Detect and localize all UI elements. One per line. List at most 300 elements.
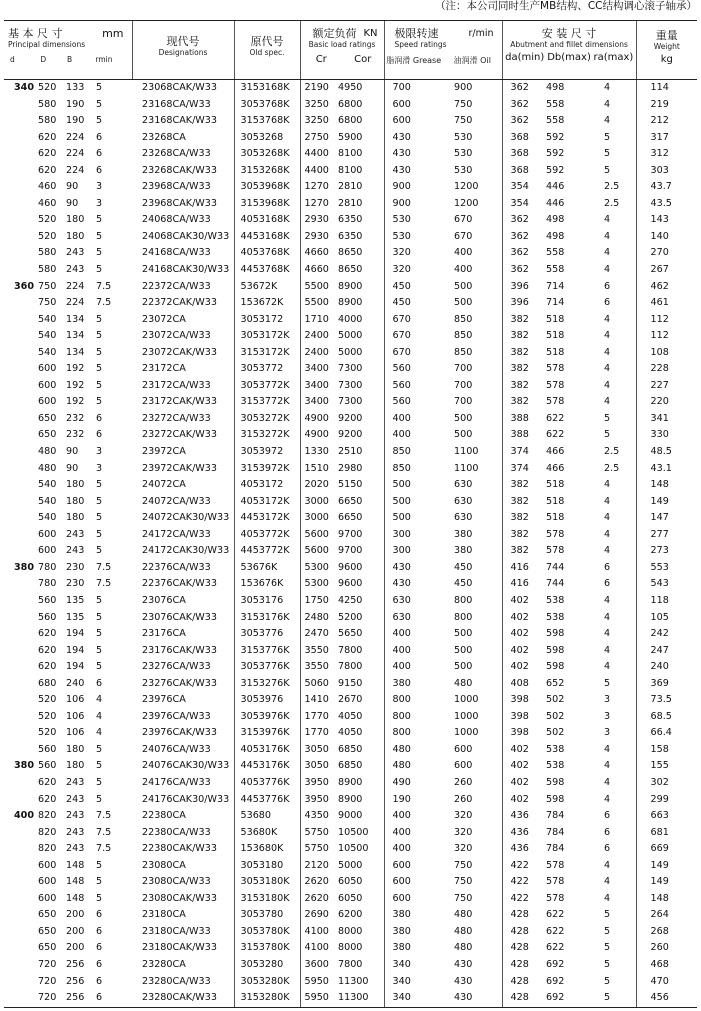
cell-designation: 23172CA/W33 (142, 379, 211, 391)
table-row (4, 659, 697, 676)
cell-weight: 264 (636, 907, 697, 924)
cell-designation: 22376CA/W33 (142, 561, 211, 573)
cell-db-max: 518 (546, 512, 565, 524)
cell-old-spec: 53680 (234, 808, 300, 825)
cell-da-min: 354 (502, 196, 538, 213)
cell-designation: 23280CA (142, 958, 186, 970)
cell-speed-grease: 600 (384, 113, 444, 130)
cell-designation: 23176CA (142, 628, 186, 640)
cell-rmin: 5 (96, 743, 103, 755)
cell-da-min: 436 (502, 841, 538, 858)
cell-weight: 317 (636, 130, 697, 147)
cell-old-spec: 3153272K (234, 427, 300, 444)
cell-cor: 2810 (338, 197, 363, 209)
cell-speed-oil: 530 (454, 164, 473, 176)
cell-old-spec: 3053268 (234, 130, 300, 147)
cell-designation: 23976CA/W33 (142, 710, 211, 722)
cell-width-B: 180 (66, 495, 85, 507)
cell-speed-oil: 530 (454, 148, 473, 160)
cell-ra-max: 4 (604, 628, 611, 640)
cell-da-min: 382 (502, 510, 538, 527)
table-row (4, 792, 697, 809)
cell-ra-max: 4 (604, 313, 611, 325)
cell-speed-oil: 530 (454, 131, 473, 143)
cell-width-B: 243 (66, 528, 85, 540)
cell-outer-D: 520 (38, 214, 57, 226)
cell-d (4, 328, 36, 345)
cell-ra-max: 4 (604, 611, 611, 623)
table-row (4, 146, 697, 163)
cell-da-min: 428 (502, 940, 538, 957)
cell-weight: 143 (636, 212, 697, 229)
cell-speed-oil: 850 (454, 330, 473, 342)
cell-cor: 2810 (338, 181, 363, 193)
table-row (4, 510, 697, 527)
table-row (4, 643, 697, 660)
cell-cr: 3000 (300, 494, 334, 511)
cell-ra-max: 2.5 (604, 446, 620, 458)
cell-cor: 6350 (338, 214, 363, 226)
cell-speed-grease: 430 (384, 560, 444, 577)
cell-ra-max: 4 (604, 859, 611, 871)
table-row (4, 626, 697, 643)
cell-ra-max: 3 (604, 727, 611, 739)
cell-outer-D: 600 (38, 379, 57, 391)
cell-da-min: 362 (502, 229, 538, 246)
cell-designation: 23168CA/W33 (142, 98, 211, 110)
cell-cr: 5600 (300, 543, 334, 560)
cell-speed-grease: 850 (384, 444, 444, 461)
header-load-ratings: 额定负荷 KN Basic load ratings Cr Cor (300, 21, 384, 80)
cell-weight: 140 (636, 229, 697, 246)
cell-designation: 24072CA/W33 (142, 495, 211, 507)
cell-d (4, 775, 36, 792)
cell-old-spec: 3053280K (234, 974, 300, 991)
cell-cor: 6050 (338, 892, 363, 904)
cell-db-max: 502 (546, 710, 565, 722)
cell-da-min: 428 (502, 907, 538, 924)
cell-weight: 108 (636, 345, 697, 362)
cell-speed-grease: 430 (384, 163, 444, 180)
cell-designation: 24076CAK30/W33 (142, 760, 230, 772)
cell-da-min: 402 (502, 775, 538, 792)
cell-outer-D: 520 (38, 727, 57, 739)
cell-da-min: 402 (502, 758, 538, 775)
cell-speed-oil: 400 (454, 264, 473, 276)
cell-speed-oil: 1100 (454, 462, 479, 474)
cell-ra-max: 4 (604, 594, 611, 606)
cell-speed-oil: 670 (454, 230, 473, 242)
cell-rmin: 5 (96, 545, 103, 557)
table-row (4, 841, 697, 858)
cell-designation: 23076CAK/W33 (142, 611, 217, 623)
cell-width-B: 106 (66, 710, 85, 722)
cell-d (4, 891, 36, 908)
cell-old-spec: 153676K (234, 576, 300, 593)
cell-designation: 23172CAK/W33 (142, 396, 217, 408)
cell-designation: 23268CA (142, 131, 186, 143)
cell-outer-D: 520 (38, 82, 57, 93)
cell-ra-max: 4 (604, 512, 611, 524)
cell-cor: 6850 (338, 743, 363, 755)
cell-designation: 23072CAK/W33 (142, 346, 217, 358)
cell-d (4, 593, 36, 610)
cell-width-B: 224 (66, 297, 85, 309)
cell-speed-grease: 400 (384, 411, 444, 428)
cell-speed-oil: 500 (454, 280, 473, 292)
cell-da-min: 382 (502, 345, 538, 362)
cell-old-spec: 3053780K (234, 924, 300, 941)
cell-width-B: 200 (66, 942, 85, 954)
cell-speed-oil: 700 (454, 379, 473, 391)
cell-db-max: 538 (546, 594, 565, 606)
cell-cr: 1710 (300, 312, 334, 329)
cell-old-spec: 153680K (234, 841, 300, 858)
cell-width-B: 148 (66, 859, 85, 871)
cell-width-B: 190 (66, 115, 85, 127)
cell-cor: 2980 (338, 462, 363, 474)
cell-weight: 227 (636, 378, 697, 395)
cell-designation: 23180CA (142, 909, 186, 921)
cell-d (4, 444, 36, 461)
cell-outer-D: 480 (38, 446, 57, 458)
cell-cor: 5650 (338, 628, 363, 640)
cell-designation: 24168CAK30/W33 (142, 264, 230, 276)
cell-weight: 669 (636, 841, 697, 858)
cell-weight: 663 (636, 808, 697, 825)
cell-old-spec: 3153772K (234, 394, 300, 411)
cell-ra-max: 4 (604, 230, 611, 242)
cell-d (4, 295, 36, 312)
cell-speed-grease: 320 (384, 245, 444, 262)
cell-d (4, 146, 36, 163)
cell-cr: 2400 (300, 328, 334, 345)
cell-ra-max: 5 (604, 909, 611, 921)
cell-width-B: 194 (66, 628, 85, 640)
cell-speed-oil: 320 (454, 810, 473, 822)
cell-speed-oil: 1000 (454, 710, 479, 722)
cell-outer-D: 620 (38, 776, 57, 788)
cell-width-B: 148 (66, 876, 85, 888)
cell-ra-max: 6 (604, 297, 611, 309)
cell-weight: 155 (636, 758, 697, 775)
cell-cor: 6050 (338, 876, 363, 888)
cell-da-min: 402 (502, 626, 538, 643)
cell-da-min: 428 (502, 924, 538, 941)
cell-speed-grease: 800 (384, 725, 444, 742)
cell-db-max: 714 (546, 280, 565, 292)
cell-old-spec: 3053976 (234, 692, 300, 709)
cell-width-B: 230 (66, 578, 85, 590)
cell-cor: 5000 (338, 330, 363, 342)
cell-old-spec: 3053180 (234, 858, 300, 875)
cell-weight: 149 (636, 858, 697, 875)
cell-ra-max: 4 (604, 760, 611, 772)
cell-width-B: 243 (66, 843, 85, 855)
cell-weight: 66.4 (636, 725, 697, 742)
cell-old-spec: 3153180K (234, 891, 300, 908)
cell-designation: 23080CA/W33 (142, 876, 211, 888)
cell-outer-D: 600 (38, 545, 57, 557)
cell-cor: 10500 (338, 843, 369, 855)
cell-outer-D: 720 (36, 990, 64, 1007)
cell-da-min: 428 (502, 990, 538, 1007)
cell-speed-grease: 480 (384, 742, 444, 759)
table-row (4, 825, 697, 842)
cell-rmin: 5 (96, 594, 103, 606)
cell-speed-oil: 480 (454, 677, 473, 689)
cell-old-spec: 3053176 (234, 593, 300, 610)
cell-old-spec: 3053180K (234, 874, 300, 891)
table-row (4, 80, 697, 97)
cell-cr: 3250 (300, 97, 334, 114)
cell-outer-D: 560 (38, 760, 57, 772)
cell-ra-max: 5 (604, 677, 611, 689)
cell-ra-max: 4 (604, 396, 611, 408)
cell-width-B: 232 (66, 412, 85, 424)
cell-old-spec: 4453168K (234, 229, 300, 246)
cell-d (4, 957, 36, 974)
cell-weight: 312 (636, 146, 697, 163)
table-row (4, 163, 697, 180)
cell-d (4, 676, 36, 693)
cell-old-spec: 153672K (234, 295, 300, 312)
cell-weight: 330 (636, 427, 697, 444)
cell-da-min: 362 (502, 262, 538, 279)
cell-old-spec: 3153172K (234, 345, 300, 362)
cell-db-max: 466 (546, 446, 565, 458)
cell-rmin: 5 (96, 495, 103, 507)
cell-speed-grease: 480 (384, 758, 444, 775)
cell-cor: 8000 (338, 925, 363, 937)
cell-outer-D: 650 (38, 942, 57, 954)
cell-cr: 4350 (300, 808, 334, 825)
cell-cor: 6800 (338, 115, 363, 127)
cell-da-min: 362 (502, 97, 538, 114)
cell-cr: 2690 (300, 907, 334, 924)
cell-d (4, 312, 36, 329)
cell-speed-oil: 630 (454, 479, 473, 491)
cell-outer-D: 520 (38, 710, 57, 722)
cell-outer-D: 520 (38, 694, 57, 706)
cell-outer-D: 650 (38, 429, 57, 441)
cell-speed-oil: 380 (454, 528, 473, 540)
cell-width-B: 192 (66, 396, 85, 408)
cell-speed-grease: 430 (384, 146, 444, 163)
cell-rmin: 6 (96, 958, 103, 970)
cell-designation: 23972CAK/W33 (142, 462, 217, 474)
cell-rmin: 6 (96, 677, 103, 689)
cell-cor: 4000 (338, 313, 363, 325)
cell-speed-grease: 560 (384, 361, 444, 378)
cell-d (4, 543, 36, 560)
cell-weight: 302 (636, 775, 697, 792)
cell-da-min: 402 (502, 792, 538, 809)
cell-da-min: 436 (502, 808, 538, 825)
cell-ra-max: 6 (604, 578, 611, 590)
cell-outer-D: 540 (38, 330, 57, 342)
cell-designation: 23268CAK/W33 (142, 164, 217, 176)
cell-cor: 9600 (338, 578, 363, 590)
cell-speed-oil: 1200 (454, 181, 479, 193)
cell-d (4, 527, 36, 544)
cell-outer-D: 650 (38, 925, 57, 937)
cell-weight: 268 (636, 924, 697, 941)
cell-ra-max: 4 (604, 346, 611, 358)
cell-da-min: 398 (502, 725, 538, 742)
cell-old-spec: 4053172 (234, 477, 300, 494)
cell-speed-oil: 600 (454, 760, 473, 772)
cell-cr: 4400 (300, 146, 334, 163)
cell-weight: 299 (636, 792, 697, 809)
cell-db-max: 622 (546, 909, 565, 921)
cell-db-max: 622 (546, 942, 565, 954)
cell-cr: 1750 (300, 593, 334, 610)
cell-designation: 22380CAK/W33 (142, 843, 217, 855)
cell-designation: 24168CA/W33 (142, 247, 211, 259)
cell-ra-max: 4 (604, 379, 611, 391)
cell-d (4, 792, 36, 809)
cell-cor: 4050 (338, 710, 363, 722)
cell-outer-D: 560 (38, 611, 57, 623)
cell-db-max: 558 (546, 98, 565, 110)
cell-d (4, 494, 36, 511)
cell-designation: 23280CAK/W33 (132, 990, 234, 1007)
cell-width-B: 180 (66, 760, 85, 772)
cell-weight: 73.5 (636, 692, 697, 709)
cell-cr: 4900 (300, 427, 334, 444)
cell-width-B: 240 (66, 677, 85, 689)
cell-db-max: 598 (546, 628, 565, 640)
table-row (4, 543, 697, 560)
table-row (4, 709, 697, 726)
header-col-B: B (66, 55, 73, 64)
table-row (4, 576, 697, 593)
header-col-d: d (10, 55, 15, 64)
cell-ra-max: 5 (604, 975, 611, 987)
cell-outer-D: 720 (38, 975, 57, 987)
cell-db-max: 578 (546, 528, 565, 540)
cell-d (4, 345, 36, 362)
cell-old-spec: 3053772K (234, 378, 300, 395)
cell-d (4, 924, 36, 941)
cell-outer-D: 620 (38, 793, 57, 805)
cell-speed-oil: 630 (454, 512, 473, 524)
cell-cr: 4100 (300, 924, 334, 941)
cell-outer-D: 480 (38, 462, 57, 474)
cell-width-B: 106 (66, 727, 85, 739)
cell-designation: 23168CAK/W33 (142, 115, 217, 127)
cell-cr: 3400 (300, 378, 334, 395)
cell-cor: 7300 (338, 379, 363, 391)
cell-width-B: 224 (66, 164, 85, 176)
cell-speed-grease: 530 (384, 212, 444, 229)
cell-speed-oil: 480 (454, 942, 473, 954)
table-row (4, 212, 697, 229)
cell-speed-oil: 430 (454, 958, 473, 970)
cell-old-spec: 4453176K (234, 758, 300, 775)
cell-da-min: 382 (502, 328, 538, 345)
cell-speed-oil: 430 (444, 990, 502, 1007)
cell-rmin: 5 (96, 793, 103, 805)
table-row (4, 444, 697, 461)
cell-db-max: 592 (546, 131, 565, 143)
header-col-rmin: rmin (95, 55, 113, 64)
header-col-grease: 脂润滑 Grease (386, 56, 442, 65)
cell-da-min: 402 (502, 593, 538, 610)
table-row (4, 560, 697, 577)
cell-cor: 7300 (338, 363, 363, 375)
cell-designation: 24172CAK30/W33 (142, 545, 230, 557)
cell-cr: 2400 (300, 345, 334, 362)
cell-designation: 24072CAK30/W33 (142, 512, 230, 524)
cell-weight: 105 (636, 610, 697, 627)
cell-weight: 468 (636, 957, 697, 974)
cell-speed-oil: 1000 (454, 694, 479, 706)
cell-cor: 8900 (338, 297, 363, 309)
cell-designation: 23972CA (142, 446, 186, 458)
cell-ra-max: 4 (604, 793, 611, 805)
cell-rmin: 5 (96, 346, 103, 358)
cell-d (4, 709, 36, 726)
cell-width-B: 194 (66, 661, 85, 673)
cell-d: 380 (14, 561, 35, 573)
cell-db-max: 498 (546, 230, 565, 242)
cell-weight: 149 (636, 494, 697, 511)
cell-old-spec: 3053972 (234, 444, 300, 461)
cell-speed-grease: 670 (384, 328, 444, 345)
cell-outer-D: 580 (38, 98, 57, 110)
cell-weight: 148 (636, 477, 697, 494)
cell-cor: 8650 (338, 247, 363, 259)
cell-old-spec: 3153176K (234, 610, 300, 627)
cell-cor: 11300 (338, 975, 369, 987)
cell-cor: 7800 (338, 958, 363, 970)
cell-designation: 23176CAK/W33 (142, 644, 217, 656)
cell-da-min: 398 (502, 709, 538, 726)
cell-designation: 23268CA/W33 (142, 148, 211, 160)
cell-rmin: 3 (96, 181, 103, 193)
table-row (4, 394, 697, 411)
cell-da-min: 368 (502, 146, 538, 163)
cell-da-min: 382 (502, 312, 538, 329)
cell-db-max: 538 (546, 743, 565, 755)
cell-db-max: 466 (546, 462, 565, 474)
cell-cor: 9700 (338, 528, 363, 540)
cell-cr: 3000 (300, 510, 334, 527)
cell-outer-D: 600 (38, 876, 57, 888)
cell-old-spec: 4053772K (234, 527, 300, 544)
cell-weight: 247 (636, 643, 697, 660)
cell-cor: 7800 (338, 661, 363, 673)
header-note: （注：本公司同时生产MB结构、CC结构调心滚子轴承） (435, 0, 697, 12)
cell-outer-D: 820 (38, 843, 57, 855)
cell-outer-D: 680 (38, 677, 57, 689)
cell-designation: 23068CAK/W33 (142, 82, 217, 93)
cell-ra-max: 5 (604, 942, 611, 954)
cell-rmin: 6 (94, 990, 132, 1007)
cell-old-spec: 3153776K (234, 643, 300, 660)
cell-speed-grease: 320 (384, 262, 444, 279)
cell-db-max: 578 (546, 876, 565, 888)
cell-weight: 219 (636, 97, 697, 114)
cell-da-min: 422 (502, 858, 538, 875)
cell-ra-max: 4 (604, 264, 611, 276)
cell-cr: 2020 (300, 477, 334, 494)
header-col-ra: ra(max) (593, 52, 634, 63)
cell-speed-grease: 670 (384, 345, 444, 362)
cell-da-min: 388 (502, 427, 538, 444)
